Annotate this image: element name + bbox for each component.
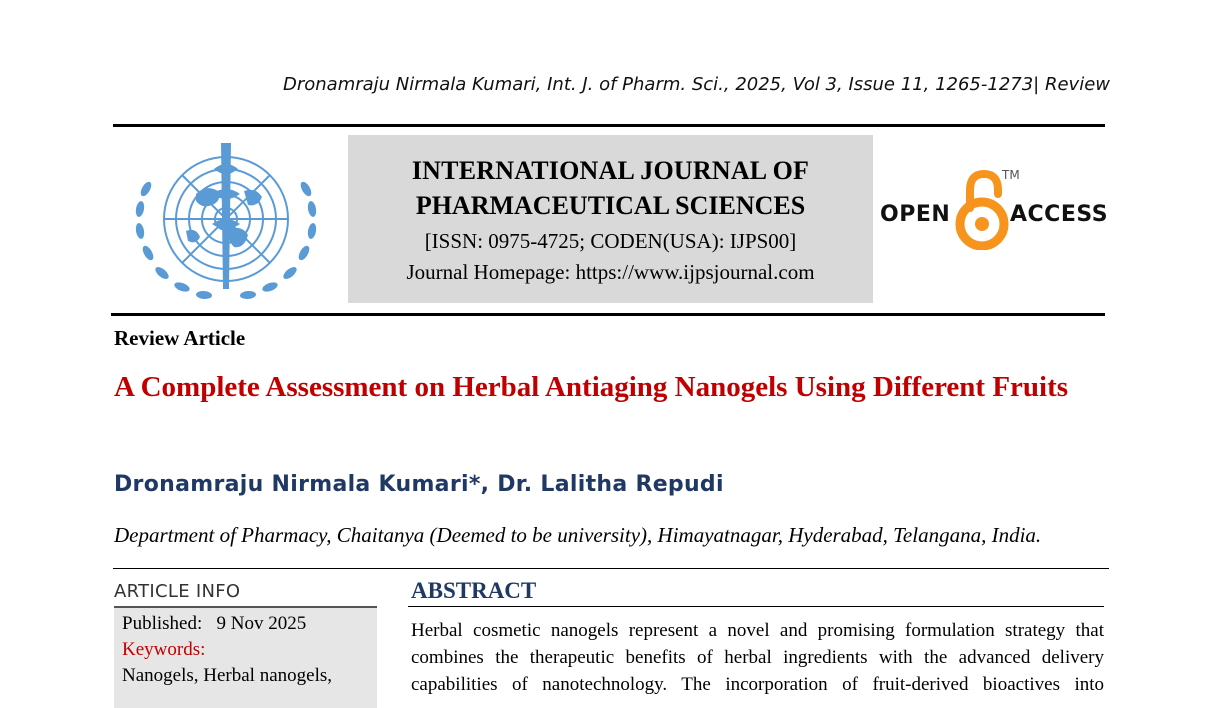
- open-access-trademark: TM: [1002, 168, 1020, 182]
- journal-homepage: Journal Homepage: https://www.ijpsjournal.com: [406, 260, 815, 284]
- published-date: Published: 9 Nov 2025: [122, 613, 307, 634]
- journal-title-line1: INTERNATIONAL JOURNAL OF: [411, 156, 810, 185]
- article-info-box: [114, 606, 377, 708]
- abstract-heading: ABSTRACT: [411, 578, 537, 603]
- keywords-label: Keywords:: [122, 639, 206, 660]
- open-access-access-text: ACCESS: [1010, 202, 1109, 227]
- open-access-logo: [880, 168, 1110, 250]
- open-access-open-text: OPEN: [880, 202, 951, 227]
- abstract-line: capabilities of nanotechnology. The incorporation of fruit-derived bioactives into: [411, 674, 1104, 695]
- abstract-line: combines the therapeutic benefits of herbal ingredients with the advanced delivery: [411, 647, 1104, 668]
- article-authors: Dronamraju Nirmala Kumari*, Dr. Lalitha Repudi: [114, 472, 724, 497]
- keywords-list: Nanogels, Herbal nanogels,: [122, 665, 332, 686]
- header-rule-bottom: [111, 313, 1105, 316]
- journal-issn: [ISSN: 0975-4725; CODEN(USA): IJPS00]: [424, 229, 797, 253]
- running-head: Dronamraju Nirmala Kumari, Int. J. of Pharm. Sci., 2025, Vol 3, Issue 11, 1265-1273| Review: [282, 74, 1110, 95]
- journal-title-line2: PHARMACEUTICAL SCIENCES: [415, 191, 806, 220]
- abstract-rule: [408, 606, 1104, 607]
- journal-logo-emblem: [126, 139, 326, 305]
- journal-banner: [348, 135, 873, 303]
- article-info-heading: ARTICLE INFO: [114, 581, 241, 602]
- header-rule-top: [113, 124, 1105, 127]
- abstract-line: Herbal cosmetic nanogels represent a novel and promising formulation strategy that: [411, 620, 1104, 641]
- section-divider: [113, 568, 1109, 569]
- article-type: Review Article: [114, 326, 246, 350]
- abstract-body: [411, 617, 1104, 698]
- author-affiliation: Department of Pharmacy, Chaitanya (Deemed to be university), Himayatnagar, Hyderabad, Telangana, India.: [114, 523, 1042, 547]
- article-title: A Complete Assessment on Herbal Antiaging Nanogels Using Different Fruits: [114, 371, 1069, 403]
